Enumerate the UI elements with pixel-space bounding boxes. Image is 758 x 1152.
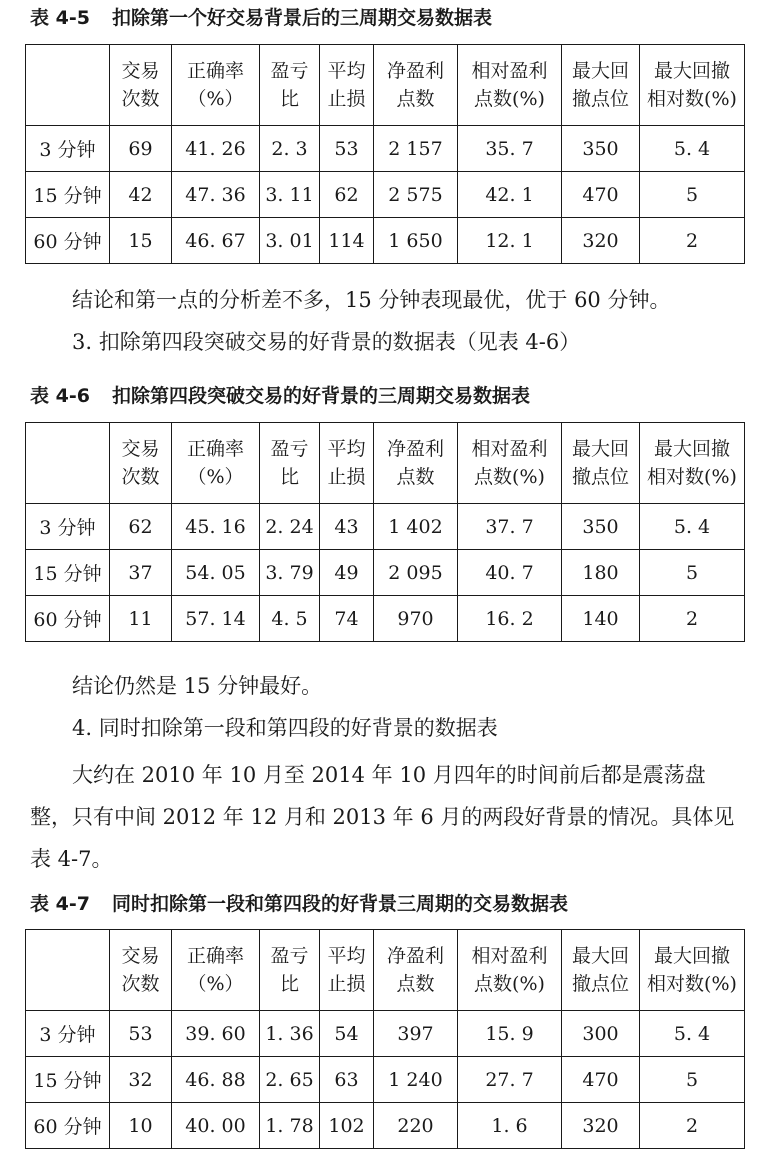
header-cell: 正确率 （%） [172,423,260,504]
header-cell: 最大回 撤点位 [562,45,640,126]
header-cell [26,423,110,504]
table-cell: 5. 4 [640,504,745,550]
table-cell: 60 分钟 [26,596,110,642]
header-cell: 净盈利 点数 [374,423,458,504]
header-cell: 相对盈利 点数(%) [458,930,562,1011]
table-cell: 2. 65 [260,1057,320,1103]
table-caption [30,382,740,410]
table-cell: 5 [640,1057,745,1103]
conclusion-paragraph: 结论和第一点的分析差不多，15 分钟表现最优，优于 60 分钟。 [72,288,671,312]
header-row [26,45,745,126]
table-row [26,172,745,218]
header-cell: 相对盈利 点数(%) [458,45,562,126]
header-cell: 最大回 撤点位 [562,930,640,1011]
header-cell: 平均 止损 [320,423,374,504]
table-cell: 15 分钟 [26,172,110,218]
table-cell: 5 [640,550,745,596]
table-cell: 62 [320,172,374,218]
table-cell: 1 240 [374,1057,458,1103]
table-cell: 39. 60 [172,1011,260,1057]
table-cell: 3 分钟 [26,504,110,550]
table-cell: 397 [374,1011,458,1057]
table-cell: 3. 79 [260,550,320,596]
header-cell: 净盈利 点数 [374,930,458,1011]
header-cell: 最大回撤 相对数(%) [640,930,745,1011]
data-table-4-7 [25,929,745,1149]
header-cell: 正确率 （%） [172,930,260,1011]
table-number: 表 4-7 [30,893,90,915]
table-cell: 2. 3 [260,126,320,172]
table-row [26,1057,745,1103]
table-cell: 60 分钟 [26,218,110,264]
table-cell: 63 [320,1057,374,1103]
table-cell: 5. 4 [640,126,745,172]
table-cell: 140 [562,596,640,642]
table-cell: 42. 1 [458,172,562,218]
table-cell: 27. 7 [458,1057,562,1103]
table-cell: 46. 88 [172,1057,260,1103]
table-row [26,1011,745,1057]
table-cell: 74 [320,596,374,642]
header-cell: 最大回撤 相对数(%) [640,423,745,504]
table-cell: 2 095 [374,550,458,596]
table-cell: 320 [562,1103,640,1149]
table-cell: 15. 9 [458,1011,562,1057]
table-cell: 1. 6 [458,1103,562,1149]
table-cell: 11 [110,596,172,642]
table-title: 同时扣除第一段和第四段的好背景三周期的交易数据表 [111,893,568,915]
table-cell: 1. 78 [260,1103,320,1149]
table-title: 扣除第一个好交易背景后的三周期交易数据表 [111,7,492,29]
table-caption [30,4,740,32]
header-cell: 盈亏 比 [260,45,320,126]
header-row [26,423,745,504]
table-cell: 2 [640,1103,745,1149]
table-cell: 54 [320,1011,374,1057]
table-cell: 2. 24 [260,504,320,550]
header-cell: 净盈利 点数 [374,45,458,126]
table-number: 表 4-5 [30,7,90,29]
table-cell: 45. 16 [172,504,260,550]
table-cell: 2 157 [374,126,458,172]
header-cell [26,45,110,126]
table-cell: 16. 2 [458,596,562,642]
table-cell: 40. 7 [458,550,562,596]
table-cell: 320 [562,218,640,264]
header-cell: 最大回 撤点位 [562,423,640,504]
table-cell: 47. 36 [172,172,260,218]
table-cell: 49 [320,550,374,596]
header-cell [26,930,110,1011]
header-cell: 盈亏 比 [260,423,320,504]
header-cell: 平均 止损 [320,930,374,1011]
table-cell: 300 [562,1011,640,1057]
header-cell: 交易 次数 [110,45,172,126]
table-cell: 12. 1 [458,218,562,264]
table-cell: 2 575 [374,172,458,218]
header-cell: 交易 次数 [110,423,172,504]
table-cell: 40. 00 [172,1103,260,1149]
table-cell: 4. 5 [260,596,320,642]
table-cell: 180 [562,550,640,596]
table-cell: 3. 11 [260,172,320,218]
table-cell: 970 [374,596,458,642]
header-cell: 交易 次数 [110,930,172,1011]
table-cell: 470 [562,172,640,218]
header-cell: 平均 止损 [320,45,374,126]
table-cell: 32 [110,1057,172,1103]
header-cell: 相对盈利 点数(%) [458,423,562,504]
table-cell: 3 分钟 [26,126,110,172]
table-cell: 2 [640,596,745,642]
table-number: 表 4-6 [30,385,90,407]
table-row [26,504,745,550]
table-caption [30,890,740,918]
table-cell: 350 [562,504,640,550]
table-cell: 102 [320,1103,374,1149]
table-cell: 53 [320,126,374,172]
header-cell: 正确率 （%） [172,45,260,126]
table-cell: 1 650 [374,218,458,264]
header-cell: 盈亏 比 [260,930,320,1011]
table-title: 扣除第四段突破交易的好背景的三周期交易数据表 [111,385,530,407]
table-cell: 60 分钟 [26,1103,110,1149]
table-cell: 5 [640,172,745,218]
table-cell: 37 [110,550,172,596]
table-row [26,218,745,264]
table-cell: 42 [110,172,172,218]
table-cell: 37. 7 [458,504,562,550]
table-row [26,126,745,172]
body-paragraph: 大约在 2010 年 10 月至 2014 年 10 月四年的时间前后都是震荡盘整，只有中间 2012 年 12 月和 2013 年 6 月的两段好背景的情况。具体见表 4-7。 [30,763,735,871]
table-cell: 220 [374,1103,458,1149]
table-cell: 54. 05 [172,550,260,596]
table-cell: 15 分钟 [26,1057,110,1103]
table-cell: 35. 7 [458,126,562,172]
table-row [26,1103,745,1149]
table-cell: 5. 4 [640,1011,745,1057]
table-cell: 470 [562,1057,640,1103]
table-cell: 10 [110,1103,172,1149]
table-cell: 46. 67 [172,218,260,264]
table-cell: 114 [320,218,374,264]
table-cell: 53 [110,1011,172,1057]
section-heading: 3. 扣除第四段突破交易的好背景的数据表（见表 4-6） [72,330,581,354]
table-cell: 62 [110,504,172,550]
table-cell: 1. 36 [260,1011,320,1057]
table-row [26,550,745,596]
table-cell: 15 [110,218,172,264]
table-cell: 350 [562,126,640,172]
table-cell: 41. 26 [172,126,260,172]
table-cell: 15 分钟 [26,550,110,596]
table-cell: 43 [320,504,374,550]
table-cell: 2 [640,218,745,264]
section-heading: 4. 同时扣除第一段和第四段的好背景的数据表 [72,716,498,740]
data-table-4-6 [25,422,745,642]
table-row [26,596,745,642]
data-table-4-5 [25,44,745,264]
header-row [26,930,745,1011]
table-cell: 57. 14 [172,596,260,642]
table-cell: 3. 01 [260,218,320,264]
table-cell: 69 [110,126,172,172]
conclusion-paragraph: 结论仍然是 15 分钟最好。 [72,674,323,698]
table-cell: 1 402 [374,504,458,550]
table-cell: 3 分钟 [26,1011,110,1057]
header-cell: 最大回撤 相对数(%) [640,45,745,126]
